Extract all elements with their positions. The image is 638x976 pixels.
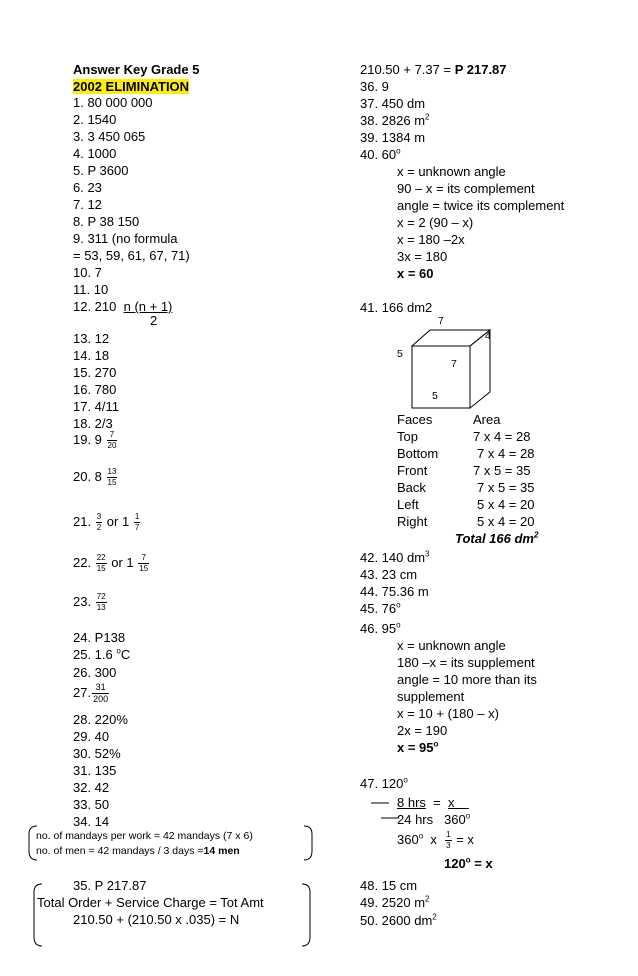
item-44: 44. 75.36 m <box>360 584 429 599</box>
face-top: Top <box>397 429 418 444</box>
total-area: Total 166 $dm^2$ <box>455 530 539 546</box>
item-41: 41. 166 dm2 <box>360 300 433 315</box>
area-left: 5 x 4 = 20 <box>477 497 535 512</box>
item-35: 35. P 217.87 <box>73 878 147 893</box>
item-9-cont: = 53, 59, 61, 67, 71) <box>73 248 190 263</box>
item-30: 30. 52% <box>73 746 121 761</box>
item-18: 18. 2/3 <box>73 416 113 431</box>
item-1: 1. 80 000 000 <box>73 95 153 110</box>
item-36: 36. 9 <box>360 79 389 94</box>
face-front: Front <box>397 463 428 478</box>
q46-step-6: 2x = 190 <box>397 723 448 738</box>
item-20: 20. 8 $\frac{13}{15}$ <box>73 467 117 488</box>
item-50: 50. 2600 $dm^2$ <box>360 912 437 928</box>
q46-step-5: x = 10 + (180 – x) <box>397 706 499 721</box>
item-31: 31. 135 <box>73 763 117 778</box>
q40-step-5: x = 180 –2x <box>397 232 465 247</box>
note-number-of-men: no. of men = 42 mandays / 3 days =14 men <box>36 845 240 857</box>
area-back: 7 x 5 = 35 <box>477 480 535 495</box>
face-back: Back <box>397 480 426 495</box>
item-33: 33. 50 <box>73 797 110 812</box>
item-38: 38. 2826 $m^2$ <box>360 112 430 128</box>
q46-step-2: 180 –x = its supplement <box>397 655 535 670</box>
q47-ratio-top: 8 hrs = x <box>397 795 455 810</box>
item-13: 13. 12 <box>73 331 110 346</box>
q40-step-4: x = 2 (90 – x) <box>397 215 474 230</box>
note-mandays-per-work: no. of mandays per work = 42 mandays (7 x 6) <box>36 830 253 842</box>
q40-answer: x = 60 <box>397 266 434 281</box>
face-right: Right <box>397 514 428 529</box>
q40-step-3: angle = twice its complement <box>397 198 565 213</box>
item-48: 48. 15 cm <box>360 878 418 893</box>
item-23: 23. $\frac{72}{13}$ <box>73 592 106 613</box>
item-35-formula: Total Order + Service Charge = Tot Amt <box>37 895 264 910</box>
item-16: 16. 780 <box>73 382 117 397</box>
item-12: 12. 210 n (n + 1) <box>73 299 173 314</box>
item-8: 8. P 38 150 <box>73 214 140 229</box>
item-6: 6. 23 <box>73 180 102 195</box>
item-35-result: 210.50 + 7.37 = P 217.87 <box>360 62 507 77</box>
q46-answer: $x = 95^o$ <box>397 739 439 755</box>
answer-key-title: Answer Key Grade 5 <box>73 62 200 77</box>
item-28: 28. 220% <box>73 712 128 727</box>
q40-step-1: x = unknown angle <box>397 164 506 179</box>
cube-side-label: 4 <box>485 330 491 342</box>
item-22: 22. $\frac{22}{15}$ or 1 $\frac{7}{15}$ <box>73 553 149 574</box>
item-34: 34. 14 <box>73 814 110 829</box>
q40-step-6: 3x = 180 <box>397 249 448 264</box>
item-17: 17. 4/11 <box>73 399 120 414</box>
q46-step-3: angle = 10 more than its <box>397 672 537 687</box>
face-bottom: Bottom <box>397 446 439 461</box>
q46-step-4: supplement <box>397 689 465 704</box>
item-26: 26. 300 <box>73 665 117 680</box>
cube-left-label: 5 <box>397 348 403 360</box>
item-12-denominator: 2 <box>150 313 158 328</box>
item-43: 43. 23 cm <box>360 567 418 582</box>
item-46: 46. 95$^o$ <box>360 620 401 636</box>
q40-step-2: 90 – x = its complement <box>397 181 535 196</box>
q46-step-1: x = unknown angle <box>397 638 506 653</box>
item-2: 2. 1540 <box>73 112 117 127</box>
q47-answer: $120^o = x$ <box>444 855 493 871</box>
item-47: 47. 120$^o$ <box>360 775 408 791</box>
item-4: 4. 1000 <box>73 146 117 161</box>
item-21: 21. $\frac{3}{2}$ or 1 $\frac{1}{7}$ <box>73 512 140 533</box>
cube-front-label: 7 <box>451 358 457 370</box>
item-19: 19. 9 $\frac{7}{20}$ <box>73 430 117 451</box>
cube-bottom-label: 5 <box>432 390 438 402</box>
item-9: 9. 311 (no formula <box>73 231 178 246</box>
item-35-computation: 210.50 + (210.50 x .035) = N <box>73 912 240 927</box>
item-25: 25. 1.6 $^o$C <box>73 646 131 662</box>
faces-header: Faces <box>397 412 433 427</box>
item-49: 49. 2520 $m^2$ <box>360 894 430 910</box>
elimination-subtitle: 2002 ELIMINATION <box>73 79 190 94</box>
item-37: 37. 450 dm <box>360 96 426 111</box>
item-40: 40. 60$^o$ <box>360 146 401 162</box>
item-27: 27. $\frac{31}{200}$ <box>73 682 109 705</box>
item-42: 42. 140 $dm^3$ <box>360 549 430 565</box>
item-15: 15. 270 <box>73 365 117 380</box>
item-11: 11. 10 <box>73 282 109 297</box>
face-left: Left <box>397 497 419 512</box>
item-29: 29. 40 <box>73 729 110 744</box>
item-14: 14. 18 <box>73 348 110 363</box>
item-3: 3. 3 450 065 <box>73 129 146 144</box>
item-5: 5. P 3600 <box>73 163 129 178</box>
item-10: 10. 7 <box>73 265 102 280</box>
q47-ratio-bottom: 24 hrs 360$^o$ <box>397 811 471 827</box>
item-45: 45. 76$^o$ <box>360 600 401 616</box>
area-bottom: 7 x 4 = 28 <box>477 446 535 461</box>
area-top: 7 x 4 = 28 <box>473 429 531 444</box>
area-header: Area <box>473 412 501 427</box>
area-right: 5 x 4 = 20 <box>477 514 535 529</box>
item-7: 7. 12 <box>73 197 102 212</box>
cube-top-label: 7 <box>438 315 444 327</box>
item-39: 39. 1384 m <box>360 130 426 145</box>
item-32: 32. 42 <box>73 780 110 795</box>
item-24: 24. P138 <box>73 630 126 645</box>
q47-computation: 360$^o$ x $\frac{1}{3}$ = x <box>397 830 474 851</box>
area-front: 7 x 5 = 35 <box>473 463 531 478</box>
